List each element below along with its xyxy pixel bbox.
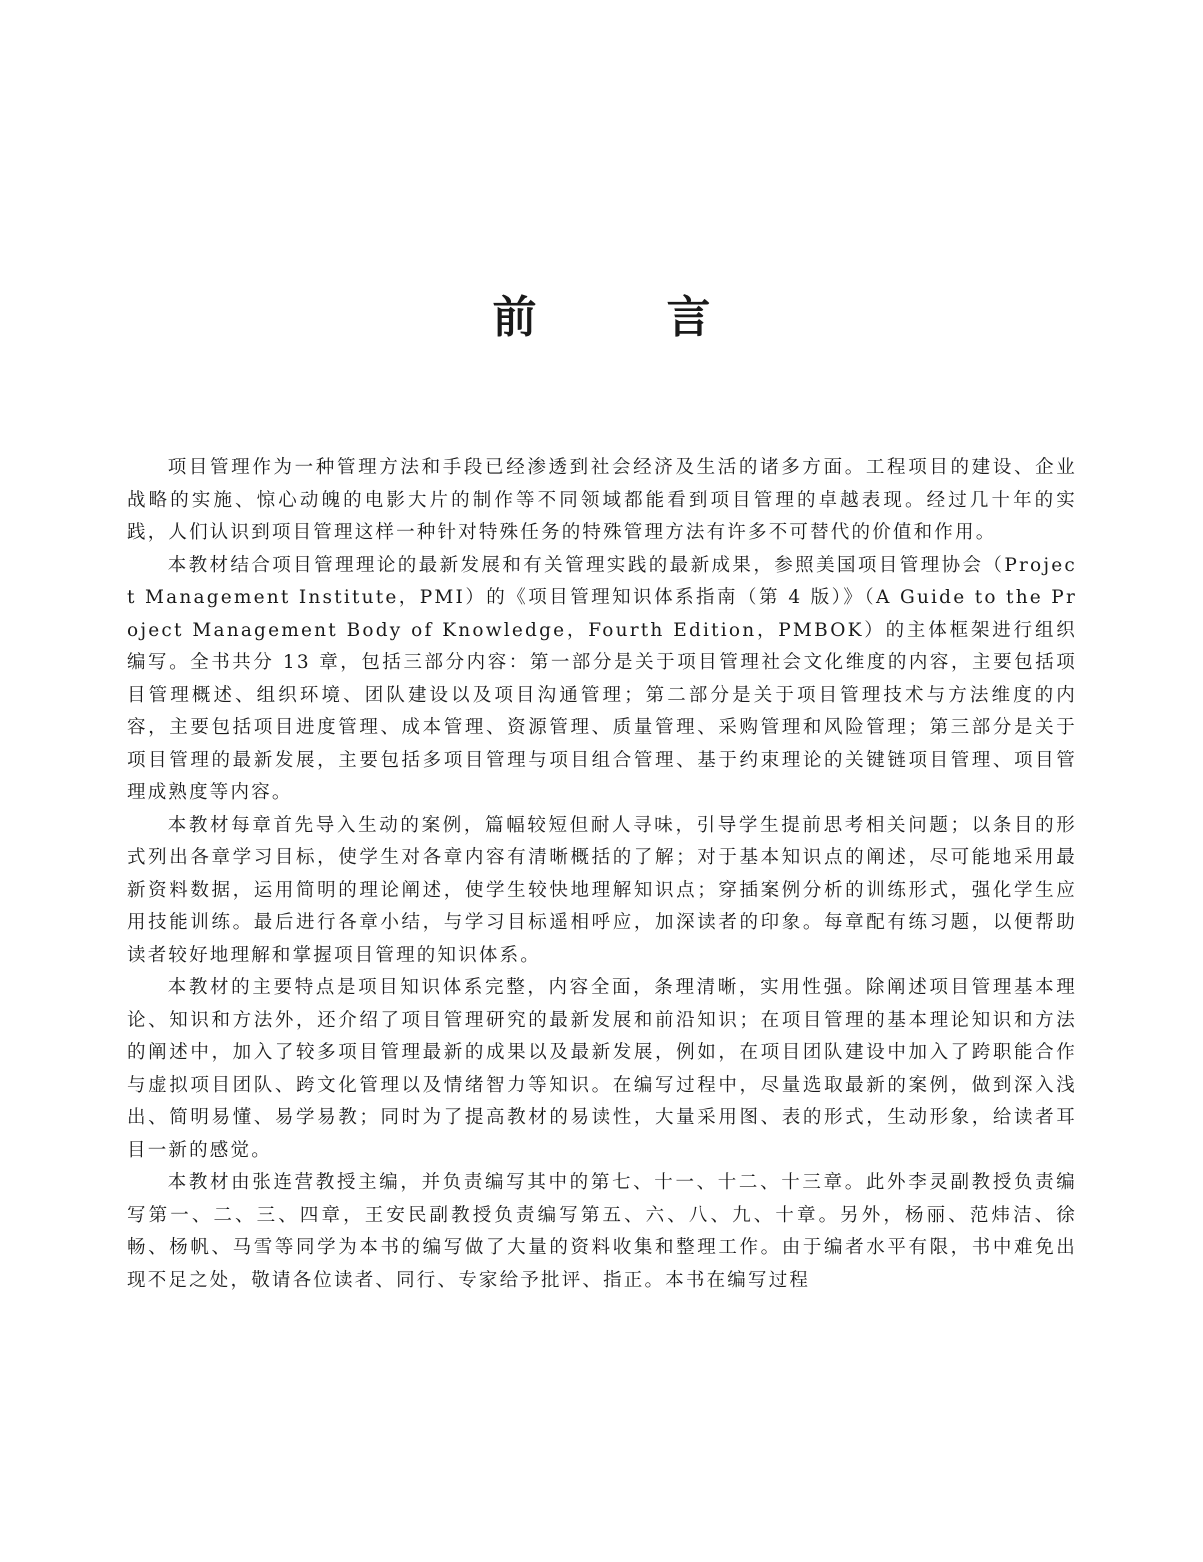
paragraph-5: 本教材由张连营教授主编，并负责编写其中的第七、十一、十二、十三章。此外李灵副教授负责编写第一、二、三、四章，王安民副教授负责编写第五、六、八、九、十章。另外，杨丽、范炜洁、徐畅、杨帆、马雪等同学为本书的编写做了大量的资料收集和整理工作。由于编者水平有限，书中难免出现不足之处，敬请各位读者、同行、专家给予批评、指正。本书在编写过程 [127,1172,1077,1291]
paragraph-1: 项目管理作为一种管理方法和手段已经渗透到社会经济及生活的诸多方面。工程项目的建设、企业战略的实施、惊心动魄的电影大片的制作等不同领域都能看到项目管理的卓越表现。经过几十年的实践，人们认识到项目管理这样一种针对特殊任务的特殊管理方法有许多不可替代的价值和作用。 [127,457,1077,543]
paragraph-3: 本教材每章首先导入生动的案例，篇幅较短但耐人寻味，引导学生提前思考相关问题；以条目的形式列出各章学习目标，使学生对各章内容有清晰概括的了解；对于基本知识点的阐述，尽可能地采用最新资料数据，运用简明的理论阐述，使学生较快地理解知识点；穿插案例分析的训练形式，强化学生应用技能训练。最后进行各章小结，与学习目标遥相呼应，加深读者的印象。每章配有练习题，以便帮助读者较好地理解和掌握项目管理的知识体系。 [127,814,1077,966]
paragraph-4: 本教材的主要特点是项目知识体系完整，内容全面，条理清晰，实用性强。除阐述项目管理基本理论、知识和方法外，还介绍了项目管理研究的最新发展和前沿知识；在项目管理的基本理论知识和方法的阐述中，加入了较多项目管理最新的成果以及最新发展，例如，在项目团队建设中加入了跨职能合作与虚拟项目团队、跨文化管理以及情绪智力等知识。在编写过程中，尽量选取最新的案例，做到深入浅出、简明易懂、易学易教；同时为了提高教材的易读性，大量采用图、表的形式，生动形象，给读者耳目一新的感觉。 [127,977,1077,1161]
paragraph-2: 本教材结合项目管理理论的最新发展和有关管理实践的最新成果，参照美国项目管理协会（Project Management Institute，PMI）的《项目管理知识体系指南（第 4 版）》（A Guide to the Project Management Body of Knowledge，Fourth Edition，PMBOK）的主体框架进行组织编写。全书共分 13 章，包括三部分内容：第一部分是关于项目管理社会文化维度的内容，主要包括项目管理概述、组织环境、团队建设以及项目沟通管理；第二部分是关于项目管理技术与方法维度的内容，主要包括项目进度管理、成本管理、资源管理、质量管理、采购管理和风险管理；第三部分是关于项目管理的最新发展，主要包括多项目管理与项目组合管理、基于约束理论的关键链项目管理、项目管理成熟度等内容。 [127,554,1077,803]
page-title: 前言 [492,292,841,343]
body-text [127,452,1077,1297]
